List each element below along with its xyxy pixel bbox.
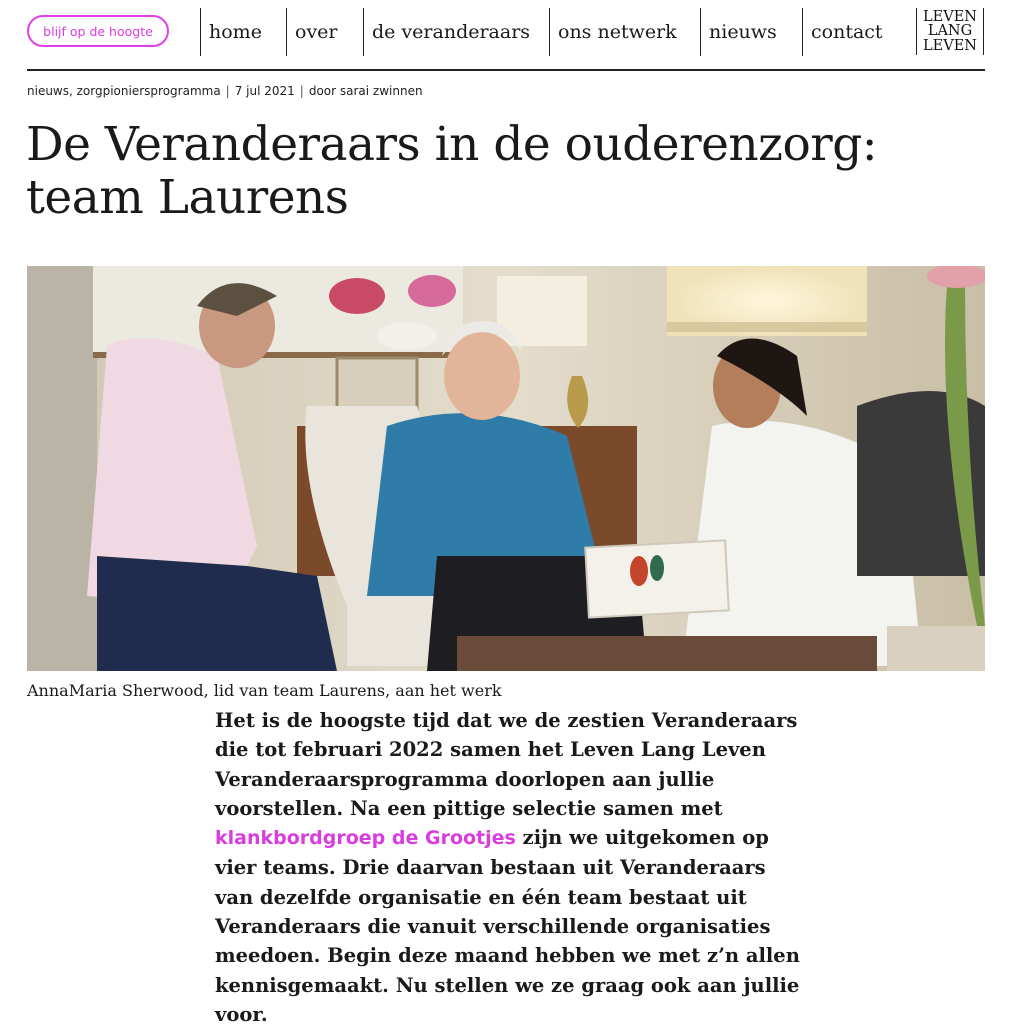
article-photo [27,266,985,671]
site-logo[interactable] [916,8,984,55]
subscribe-button[interactable]: blijf op de hoogte [27,15,169,47]
article-title: De Veranderaars in de ouderenzorg: team Laurens [26,117,878,225]
nav-contact[interactable]: contact [802,8,902,56]
site-header [0,0,1024,70]
post-date: 7 jul 2021 [234,84,295,98]
header-divider [27,69,985,71]
intro-text-end: zijn we uitgekomen op vier teams. Drie daarvan bestaan uit Veranderaars van dezelfde organisatie en één team bestaat uit Veranderaars die vanuit verschillende organisaties meedoen. Begin deze maand hebben we met z’n allen kennisgemaakt. Nu stellen we ze graag ook aan jullie voor. [215,826,800,1024]
post-categories[interactable]: nieuws, zorgpioniersprogramma [27,84,221,98]
post-meta: nieuws, zorgpioniersprogramma | 7 jul 2021 | door sarai zwinnen [27,84,423,98]
grootjes-link[interactable]: klankbordgroep de Grootjes [215,827,516,850]
nav-de-veranderaars[interactable]: de veranderaars [363,8,549,56]
post-author[interactable]: door sarai zwinnen [308,84,423,98]
nav-nieuws[interactable]: nieuws [700,8,802,56]
nav-ons-netwerk[interactable]: ons netwerk [549,8,700,56]
logo-line-3: LEVEN [923,37,977,54]
logo-line-2: LANG [927,23,973,40]
photo-caption: AnnaMaria Sherwood, lid van team Laurens, aan het werk [27,681,502,700]
nav-over[interactable]: over [286,8,363,56]
logo-line-1: LEVEN [923,8,977,25]
nav-home[interactable]: home [200,8,286,56]
article-intro [215,706,805,1024]
intro-text-start: Het is de hoogste tijd dat we de zestien Veranderaars die tot februari 2022 samen het Leven Lang Leven Veranderaarsprogramma doorlopen aan jullie voorstellen. Na een pittige selectie samen met [215,709,798,820]
